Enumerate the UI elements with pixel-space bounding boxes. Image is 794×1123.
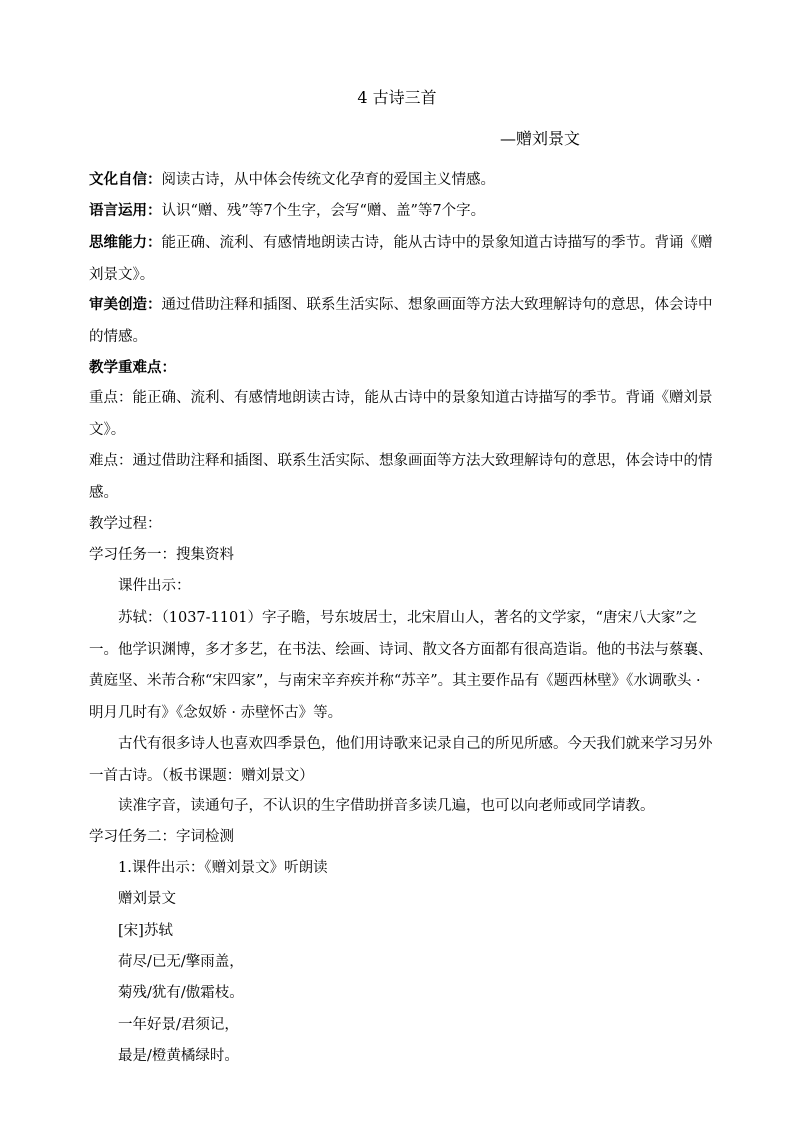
objective-text: 通过借助注释和插图、联系生活实际、想象画面等方法大致理解诗句的意思，体会诗中的情感。 [89,297,713,345]
key-points-heading: 教学重难点： [89,359,176,376]
objective-label: 语言运用： [89,202,162,219]
objective-text: 认识“赠、残”等7个生字，会写“赠、盖”等7个字。 [161,203,486,219]
objective-label: 思维能力： [89,234,162,251]
poem-line: 菊残/犹有/傲霜枝。 [118,985,244,1001]
poem-author: [宋]苏轼 [118,923,173,939]
objective-culture [89,164,714,197]
task2-item1: 1.课件出示：《赠刘景文》听朗读 [118,860,328,876]
lesson-subtitle: —赠刘景文 [500,129,581,148]
poem-line: 荷尽/已无/擎雨盖， [118,954,244,970]
objective-language [89,195,714,228]
difficult-point: 难点：通过借助注释和插图、联系生活实际、想象画面等方法大致理解诗句的意思，体会诗中的情感。 [89,453,713,501]
objective-text: 阅读古诗，从中体会传统文化孕育的爱国主义情感。 [161,172,495,188]
poem-title: 赠刘景文 [118,891,176,907]
task1-reading: 读准字音，读通句子，不认识的生字借助拼音多读几遍，也可以向老师或同学请教。 [118,798,655,814]
task1-intro: 古代有很多诗人也喜欢四季景色，他们用诗歌来记录自己的所见所感。今天我们就来学习另外一首古诗。（板书课题：赠刘景文） [89,736,713,784]
objective-label: 文化自信： [89,171,162,188]
objective-text: 能正确、流利、有感情地朗读古诗，能从古诗中的景象知道古诗描写的季节。背诵《赠刘景文》。 [89,235,713,283]
key-point: 重点：能正确、流利、有感情地朗读古诗，能从古诗中的景象知道古诗描写的季节。背诵《赠刘景文》。 [89,390,713,438]
task1-heading: 学习任务一：搜集资料 [89,547,234,563]
task2-heading: 学习任务二：字词检测 [89,829,234,845]
objective-thinking [89,227,714,291]
poem-line: 一年好景/君须记， [118,1017,239,1033]
process-heading: 教学过程： [89,516,162,532]
task1-su-shi-bio: 苏轼：（1037-1101）字子瞻，号东坡居士，北宋眉山人，著名的文学家，“唐宋八大家”之一。他学识渊博，多才多艺，在书法、绘画、诗词、散文各方面都有很高造诣。他的书法与蔡襄、黄庭坚、米芾合称“宋四家”，与南宋辛弃疾并称“苏辛”。其主要作品有《题西林壁》《水调歌头 · 明月几时有》《念奴娇 · 赤壁怀古》等。 [89,610,713,721]
lesson-title: 4 古诗三首 [357,88,437,107]
objective-aesthetic [89,289,714,353]
objective-label: 审美创造： [89,296,162,313]
task1-courseware: 课件出示： [118,578,191,594]
poem-line: 最是/橙黄橘绿时。 [118,1048,239,1064]
